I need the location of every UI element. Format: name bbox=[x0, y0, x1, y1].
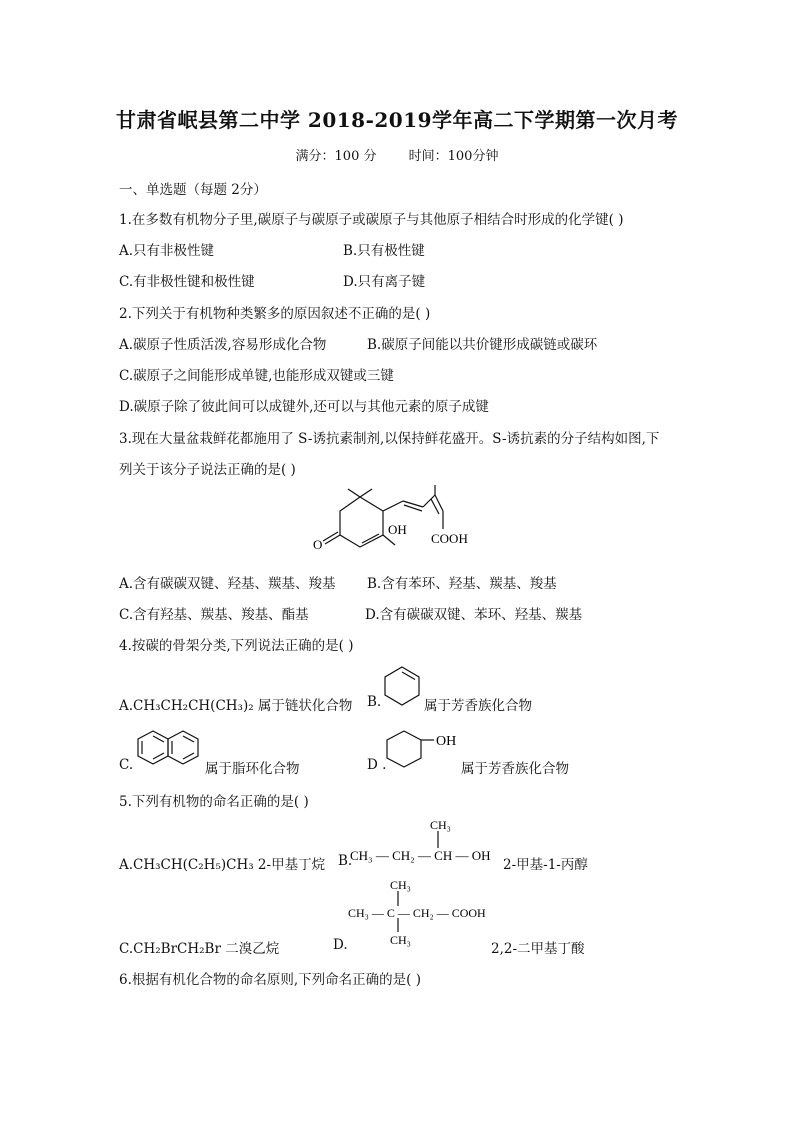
q3-option-b: B.含有苯环、羟基、羰基、羧基 bbox=[367, 576, 557, 592]
q5-stem: 5.下列有机物的命名正确的是( ) bbox=[119, 794, 309, 810]
q3-option-a: A.含有碳碳双键、羟基、羰基、羧基 bbox=[119, 576, 336, 592]
struct-oh-label: OH bbox=[388, 522, 407, 537]
q5-option-d-label: D. bbox=[333, 937, 348, 953]
q3-option-c: C.含有羟基、羰基、羧基、酯基 bbox=[119, 607, 309, 623]
q6-stem: 6.根据有机化合物的命名原则,下列命名正确的是( ) bbox=[119, 972, 421, 988]
cyclohexanol-oh-label: OH bbox=[436, 734, 457, 749]
struct-cooh-label: COOH bbox=[431, 531, 468, 546]
q4-option-d-label: D . bbox=[367, 757, 387, 773]
q2-stem: 2.下列关于有机物种类繁多的原因叙述不正确的是( ) bbox=[119, 306, 431, 322]
q4-option-b-text: 属于芳香族化合物 bbox=[424, 698, 532, 714]
q4-option-c-text: 属于脂环化合物 bbox=[205, 761, 300, 777]
q1-option-d: D.只有离子键 bbox=[343, 274, 426, 290]
q1-option-c: C.有非极性键和极性键 bbox=[119, 274, 255, 290]
q5-d-structure bbox=[348, 876, 488, 948]
full-score: 满分：100 分 bbox=[295, 149, 377, 164]
q4-stem: 4.按碳的骨架分类,下列说法正确的是( ) bbox=[119, 638, 354, 654]
q3-stem-line2: 列关于该分子说法正确的是( ) bbox=[119, 462, 296, 478]
q3-stem-line1: 3.现在大量盆栽鲜花都施用了 S-诱抗素制剂,以保持鲜花盛开。S-诱抗素的分子结构如图,下 bbox=[119, 431, 660, 447]
q5-d-chain: CH₃ — C — CH₂ — COOH bbox=[348, 906, 486, 920]
q2-option-a: A.碳原子性质活泼,容易形成化合物 bbox=[119, 337, 327, 353]
q5-option-b-name: 2-甲基-1-丙醇 bbox=[503, 857, 588, 873]
q2-option-c: C.碳原子之间能形成单键,也能形成双键或三键 bbox=[119, 368, 394, 384]
naphthalene-structure bbox=[135, 728, 203, 768]
q4-option-c-label: C. bbox=[119, 757, 134, 773]
page-title: 甘肃省岷县第二中学 2018-2019学年高二下学期第一次月考 bbox=[115, 108, 679, 132]
q2-option-d: D.碳原子除了彼此间可以成键外,还可以与其他元素的原子成键 bbox=[119, 399, 489, 415]
q2-option-b: B.碳原子间能以共价键形成碳链或碳环 bbox=[367, 337, 598, 353]
q1-stem: 1.在多数有机物分子里,碳原子与碳原子或碳原子与其他原子相结合时形成的化学键( ) bbox=[119, 212, 624, 228]
struct-o-label: O bbox=[313, 537, 323, 552]
q5-b-structure bbox=[350, 815, 500, 870]
q5-option-d-name: 2,2-二甲基丁酸 bbox=[491, 941, 585, 957]
cyclohexanol-structure bbox=[384, 728, 464, 770]
q1-option-b: B.只有极性键 bbox=[343, 243, 425, 259]
q5-option-b-label: B. bbox=[338, 853, 353, 869]
q3-option-d: D.含有碳碳双键、苯环、羟基、羰基 bbox=[365, 607, 583, 623]
q1-option-a: A.只有非极性键 bbox=[119, 243, 215, 259]
q5-b-chain: CH₃ — CH₂ — CH — OH bbox=[350, 848, 491, 863]
q4-option-a: A.CH₃CH₂CH(CH₃)₂ 属于链状化合物 bbox=[119, 698, 353, 714]
s-abscisic-acid-structure bbox=[305, 485, 495, 560]
q5-d-methyl-top: CH₃ bbox=[390, 878, 411, 892]
q5-b-methyl: CH₃ bbox=[430, 818, 451, 832]
q5-d-methyl-bottom: CH₃ bbox=[390, 933, 411, 947]
q4-option-d-text: 属于芳香族化合物 bbox=[461, 761, 569, 777]
exam-info bbox=[0, 145, 794, 164]
q5-option-c: C.CH₂BrCH₂Br 二溴乙烷 bbox=[119, 941, 280, 957]
cyclohexene-structure bbox=[382, 664, 422, 708]
section-heading: 一、单选题（每题 2分） bbox=[119, 182, 267, 198]
q4-option-b-label: B. bbox=[367, 694, 382, 710]
exam-time: 时间：100分钟 bbox=[408, 149, 499, 164]
q5-option-a: A.CH₃CH(C₂H₅)CH₃ 2-甲基丁烷 bbox=[119, 857, 326, 873]
